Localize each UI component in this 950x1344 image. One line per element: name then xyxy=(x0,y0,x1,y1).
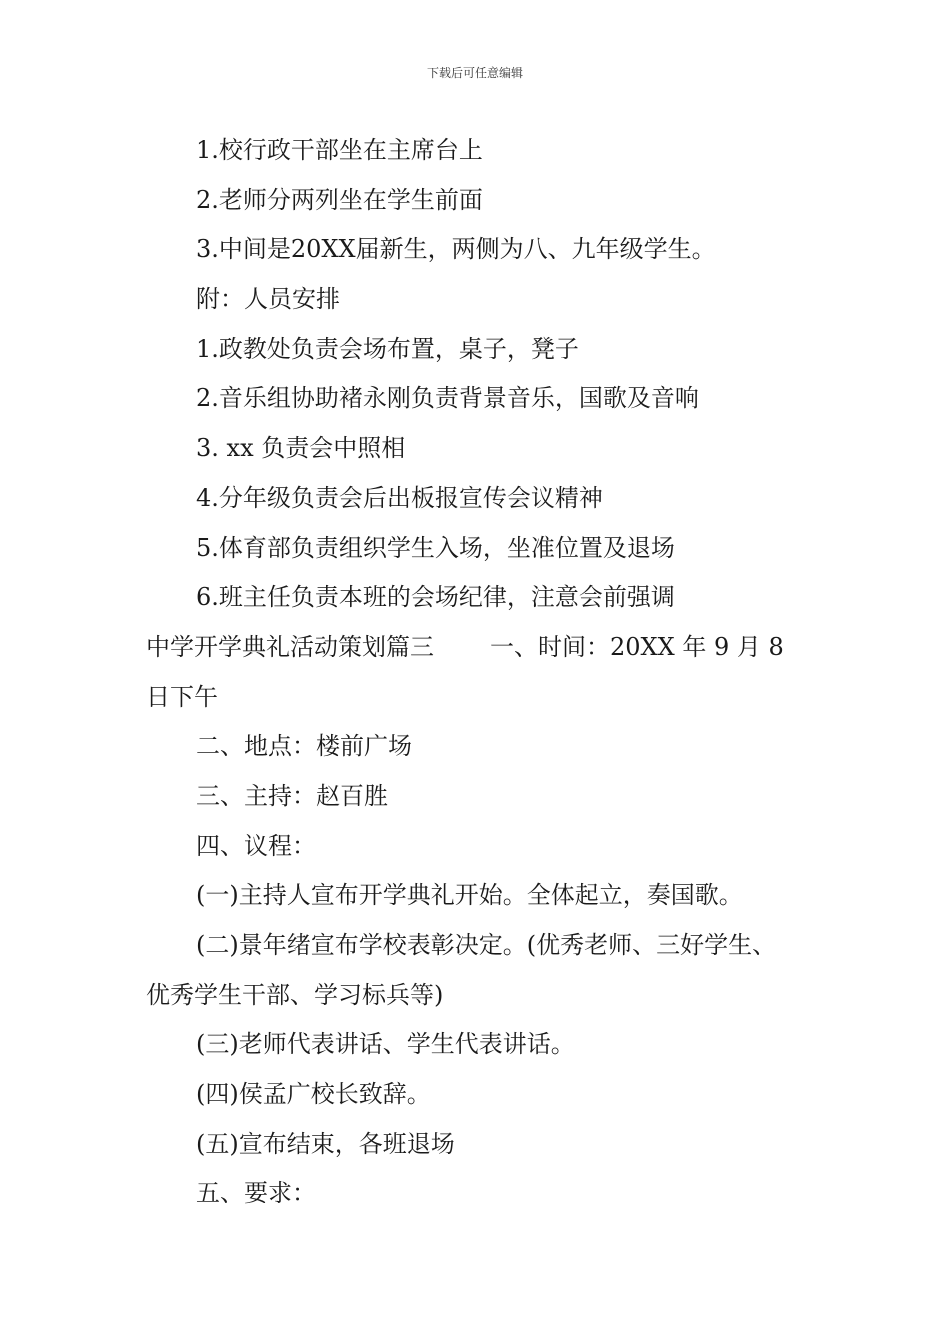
text-line: 6.班主任负责本班的会场纪律，注意会前强调 xyxy=(196,583,675,612)
text-line: (四)侯孟广校长致辞。 xyxy=(196,1080,431,1109)
text-line: 2.音乐组协助褚永刚负责背景音乐，国歌及音响 xyxy=(196,384,699,413)
text-line: 五、要求： xyxy=(196,1179,316,1208)
section-heading-line xyxy=(146,623,836,673)
document-body xyxy=(146,126,836,1219)
section-title: 中学开学典礼活动策划篇三 xyxy=(146,632,434,661)
text-line: (一)主持人宣布开学典礼开始。全体起立，奏国歌。 xyxy=(196,881,743,910)
text-line: 3.中间是20XX届新生，两侧为八、九年级学生。 xyxy=(196,235,716,264)
text-line: 二、地点：楼前广场 xyxy=(196,732,412,761)
text-line: 附：人员安排 xyxy=(196,285,340,314)
text-line: (三)老师代表讲话、学生代表讲话。 xyxy=(196,1030,575,1059)
time-label: 一、时间：20XX 年 9 月 8 xyxy=(490,632,784,661)
text-line: (五)宣布结束，各班退场 xyxy=(196,1129,455,1158)
text-line: 5.体育部负责组织学生入场，坐准位置及退场 xyxy=(196,533,675,562)
text-line: 三、主持：赵百胜 xyxy=(196,781,388,810)
text-line: 3. xx 负责会中照相 xyxy=(196,434,406,463)
text-line: (二)景年绪宣布学校表彰决定。(优秀老师、三好学生、 xyxy=(196,931,777,959)
text-line: 1.政教处负责会场布置，桌子，凳子 xyxy=(196,334,579,363)
page-header: 下载后可任意编辑 xyxy=(426,66,523,80)
text-line: 2.老师分两列坐在学生前面 xyxy=(196,185,483,214)
text-line: 1.校行政干部坐在主席台上 xyxy=(196,136,483,164)
text-line: 四、议程： xyxy=(196,831,316,860)
text-line: 日下午 xyxy=(146,682,218,711)
text-line: 4.分年级负责会后出板报宣传会议精神 xyxy=(196,483,603,512)
text-line: 优秀学生干部、学习标兵等) xyxy=(146,980,444,1009)
